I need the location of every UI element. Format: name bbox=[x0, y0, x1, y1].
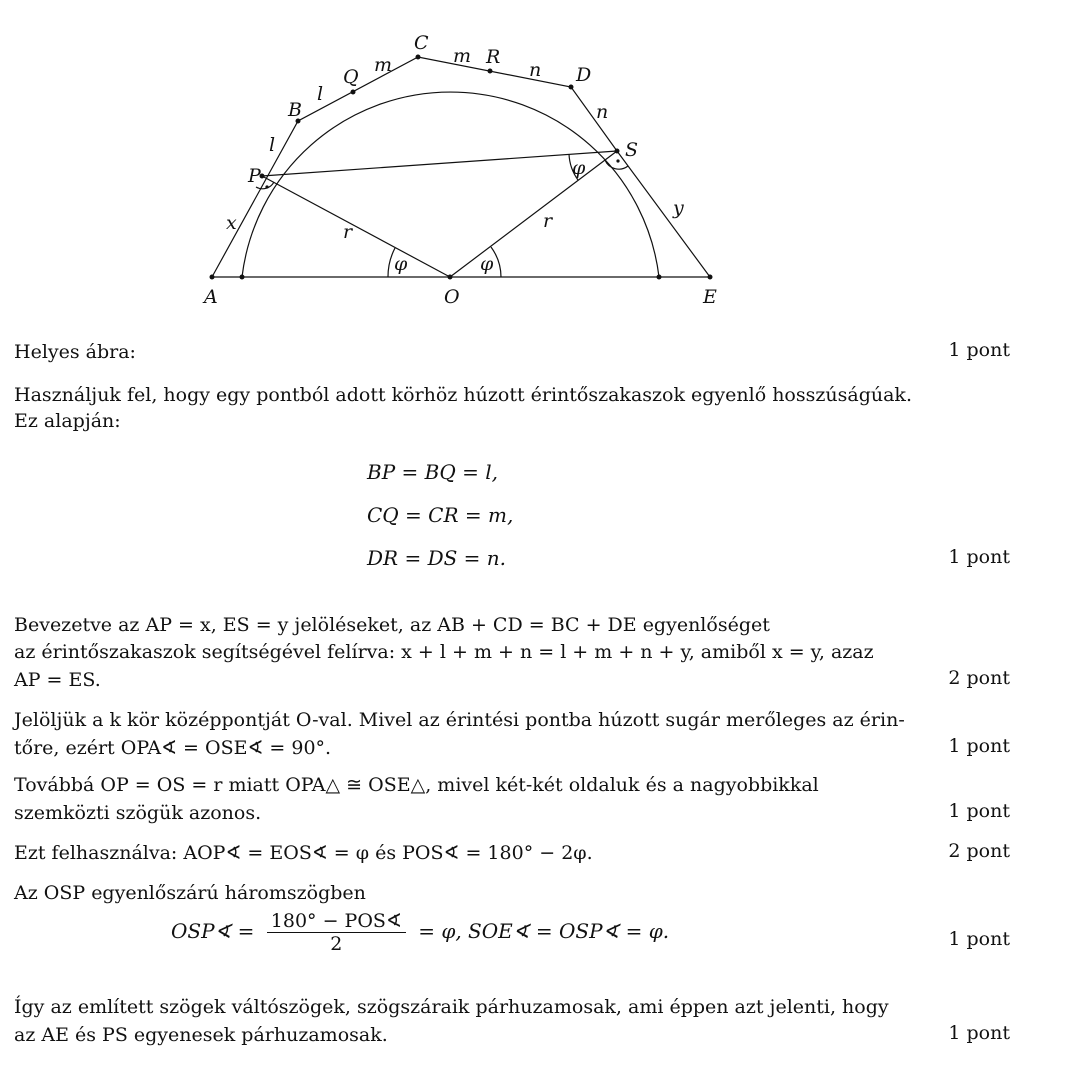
label-phi-OSP: φ bbox=[572, 157, 586, 179]
score-4: 1 pont bbox=[948, 735, 1010, 757]
score-1: 1 pont bbox=[948, 339, 1010, 361]
label-r-left: r bbox=[343, 221, 353, 243]
score-3: 2 pont bbox=[948, 667, 1010, 689]
paragraph-2-line-2: az érintőszakaszok segítségével felírva: x + l + m + n = l + m + n + y, amiből x = y, azaz bbox=[14, 641, 874, 663]
label-y: y bbox=[673, 197, 684, 219]
paragraph-5: Ezt felhasználva: AOP∢ = EOS∢ = φ és POS∢ = 180° − 2φ. bbox=[14, 842, 593, 864]
score-5: 1 pont bbox=[948, 800, 1010, 822]
label-O: O bbox=[444, 286, 460, 308]
label-R: R bbox=[486, 46, 501, 68]
label-P: P bbox=[248, 165, 261, 187]
score-6: 2 pont bbox=[948, 840, 1010, 862]
paragraph-7-line-1: Így az említett szögek váltószögek, szögszáraik párhuzamosak, ami éppen azt jelenti, hogy bbox=[14, 996, 889, 1018]
equation-OSP-left: OSP∢ = bbox=[171, 919, 255, 943]
paragraph-2-line-3: AP = ES. bbox=[14, 669, 101, 691]
label-l-lower: l bbox=[269, 134, 276, 156]
label-E: E bbox=[703, 286, 717, 308]
equation-OSP-right: = φ, SOE∢ = OSP∢ = φ. bbox=[418, 919, 670, 943]
label-D: D bbox=[576, 64, 592, 86]
score-8: 1 pont bbox=[948, 1022, 1010, 1044]
label-phi-EOS: φ bbox=[480, 253, 494, 275]
label-B: B bbox=[288, 99, 302, 121]
fraction-denominator: 2 bbox=[330, 933, 343, 955]
paragraph-7-line-2: az AE és PS egyenesek párhuzamosak. bbox=[14, 1024, 388, 1046]
radius-OP bbox=[262, 176, 450, 277]
label-l-upper: l bbox=[317, 83, 324, 105]
label-A: A bbox=[204, 286, 218, 308]
equation-DR-DS: DR = DS = n. bbox=[367, 546, 507, 570]
geometry-figure bbox=[0, 0, 1089, 320]
equation-CQ-CR: CQ = CR = m, bbox=[367, 503, 514, 527]
label-S: S bbox=[625, 139, 639, 161]
label-C: C bbox=[414, 32, 429, 54]
paragraph-6: Az OSP egyenlőszárú háromszögben bbox=[14, 882, 366, 904]
paragraph-3-line-2: tőre, ezért OPA∢ = OSE∢ = 90°. bbox=[14, 737, 332, 759]
paragraph-4-line-2: szemközti szögük azonos. bbox=[14, 802, 262, 824]
equation-OSP-angle bbox=[171, 910, 669, 955]
score-7: 1 pont bbox=[948, 928, 1010, 950]
paragraph-2-line-1: Bevezetve az AP = x, ES = y jelöléseket, az AB + CD = BC + DE egyenlőséget bbox=[14, 614, 770, 636]
chord-PS bbox=[262, 151, 617, 176]
label-phi-AOP: φ bbox=[394, 253, 408, 275]
paragraph-1-line-1: Használjuk fel, hogy egy pontból adott körhöz húzott érintőszakaszok egyenlő hosszúságúak. bbox=[14, 384, 912, 406]
score-2: 1 pont bbox=[948, 546, 1010, 568]
label-m-left: m bbox=[374, 54, 393, 76]
paragraph-1-line-2: Ez alapján: bbox=[14, 410, 121, 432]
figure-caption: Helyes ábra: bbox=[14, 341, 136, 363]
equation-BP-BQ: BP = BQ = l, bbox=[367, 460, 498, 484]
radius-OS bbox=[450, 151, 617, 277]
fraction-numerator: 180° − POS∢ bbox=[267, 910, 406, 933]
tangent-polygon bbox=[212, 57, 710, 277]
label-x: x bbox=[226, 212, 237, 234]
paragraph-4-line-1: Továbbá OP = OS = r miatt OPA△ ≅ OSE△, mivel két-két oldaluk és a nagyobbikkal bbox=[14, 774, 819, 796]
paragraph-3-line-1: Jelöljük a k kör középpontját O-val. Mivel az érintési pontba húzott sugár merőleges az érin- bbox=[14, 709, 905, 731]
label-n-lower: n bbox=[596, 101, 609, 123]
equation-OSP-fraction bbox=[267, 910, 406, 955]
label-r-right: r bbox=[543, 210, 553, 232]
label-n-upper: n bbox=[529, 59, 542, 81]
label-m-right: m bbox=[453, 45, 472, 67]
label-Q: Q bbox=[343, 66, 359, 88]
